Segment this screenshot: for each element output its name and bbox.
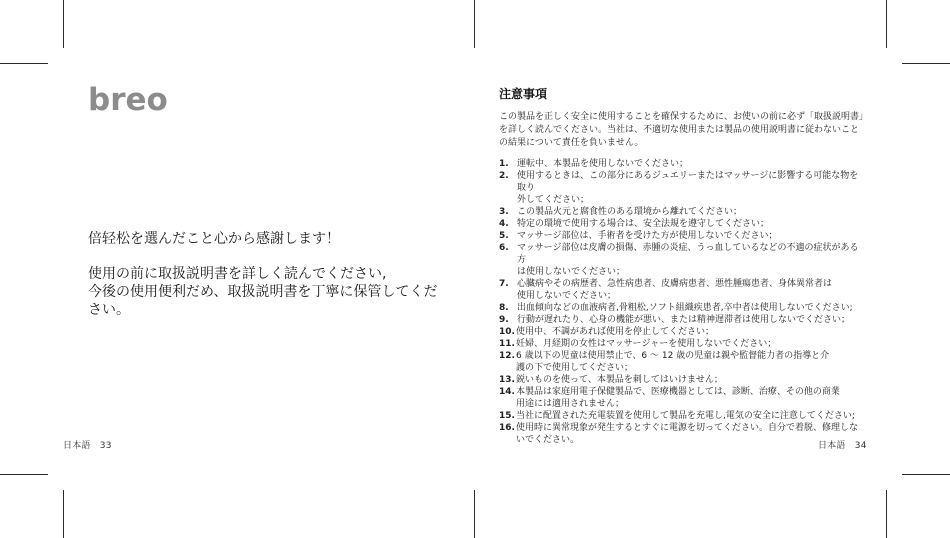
crop-mark-top-right-horizontal [902,63,950,64]
page-number-left: 日本語 33 [63,441,112,451]
intro-paragraph: この製品を正しく安全に使用することを確保するために、お使いの前に必ず「取扱説明書」を詳しく読んでください。当社は、不適切な使用または製品の使用説明書に従わないことの結果について責任を負いません。 [499,112,864,149]
list-item [499,158,865,170]
item-text: 使用時に異常現象が発生するとすぐに電源を切ってください。自分で着脱、修理しな いでください。 [516,422,859,445]
list-item [499,374,865,386]
item-text: マッサージ部位は皮膚の損傷、赤腫の炎症、うっ血しているなどの不適の症状がある方 は使用しないでください； [517,242,859,277]
item-number: 4. [499,218,509,229]
list-item [499,422,865,446]
list-item [499,302,865,314]
item-text: 運転中、本製品を使用しないでください； [517,158,689,169]
crop-mark-bottom-right [886,490,887,538]
crop-mark-top-right [886,0,887,48]
item-text: 本製品は家庭用電子保健製品で、医療機器としては、診断、治療、その他の商業 用途には適用されません； [516,386,840,409]
item-text: この製品火元と腐食性のある環境から離れてください； [517,206,743,217]
crop-mark-bottom-center [474,490,475,538]
page-number-right: 日本語 34 [818,441,867,451]
item-number: 14. [499,386,515,397]
list-item [499,350,865,374]
item-number: 7. [499,278,509,289]
item-text: マッサージ部位は、手術者を受けた方が使用しないでください； [517,230,778,241]
item-text: 使用するときは、この部分にあるジュエリーまたはマッサージに影響する可能な物を取り 外してください； [517,170,859,205]
list-item [499,386,865,410]
greeting-block [88,230,448,319]
crop-mark-bottom-left [63,490,64,538]
item-number: 13. [499,374,515,385]
item-number: 8. [499,302,509,313]
item-number: 11. [499,338,515,349]
list-item [499,410,865,422]
crop-mark-top-center [474,0,475,48]
list-item [499,338,865,350]
precautions-section [499,86,865,446]
item-number: 10. [499,326,515,337]
item-number: 6. [499,242,509,253]
item-text: 心臓病やその病歴者、急性病患者、皮膚病患者、悪性腫瘍患者、身体異常者は 使用しないでください； [517,278,833,301]
list-item [499,242,865,278]
item-number: 9. [499,314,509,325]
list-item [499,230,865,242]
item-text: 妊婦、月経期の女性はマッサージャーを使用しないでください； [516,338,777,349]
crop-mark-top-left-horizontal [0,63,48,64]
item-text: 行動が遅れたり、心身の機能が悪い、または精神遅滞者は使用しないでください； [517,314,851,325]
item-number: 15. [499,410,515,421]
greeting-line: 倍轻松を選んだこと心から感謝します！ [88,231,340,247]
precautions-list [499,158,865,446]
item-number: 2. [499,170,509,181]
section-title: 注意事項 [499,87,548,101]
crop-mark-top-left [63,0,64,48]
item-number: 5. [499,230,509,241]
spacer [88,248,448,265]
item-text: 特定の環境で使用する場合は、安全法規を遵守してください； [517,218,770,229]
list-item [499,326,865,338]
item-text: 出血傾向などの血液病者,骨粗松,ソフト組織疾患者,卒中者は使用しないでください; [517,302,853,313]
item-number: 3. [499,206,509,217]
item-number: 12. [499,350,515,361]
instruction-line-1: 使用の前に取扱説明書を詳しく読んでください, [88,266,387,282]
item-number: 16. [499,422,515,433]
crop-mark-bottom-right-horizontal [902,474,950,475]
item-text: 6 歳以下の児童は使用禁止で、6 ～ 12 歳の児童は親や監督能力者の指導と介 護の下で使用してください； [516,350,830,373]
list-item [499,218,865,230]
crop-mark-bottom-left-horizontal [0,474,48,475]
item-text: 当社に配置された充電装置を使用して製品を充電し,電気の安全に注意してください; [516,410,855,421]
list-item [499,170,865,206]
item-text: 使用中、不調があれば使用を停止してください； [516,326,715,337]
item-number: 1. [499,158,509,169]
list-item [499,314,865,326]
list-item [499,278,865,302]
instruction-line-2: 今後の使用便利だめ、取扱説明書を丁寧に保管してください。 [88,284,438,318]
brand-logo: breo [88,82,168,118]
list-item [499,206,865,218]
item-text: 鋭いものを使って、本製品を刺してはいけません； [516,374,723,385]
